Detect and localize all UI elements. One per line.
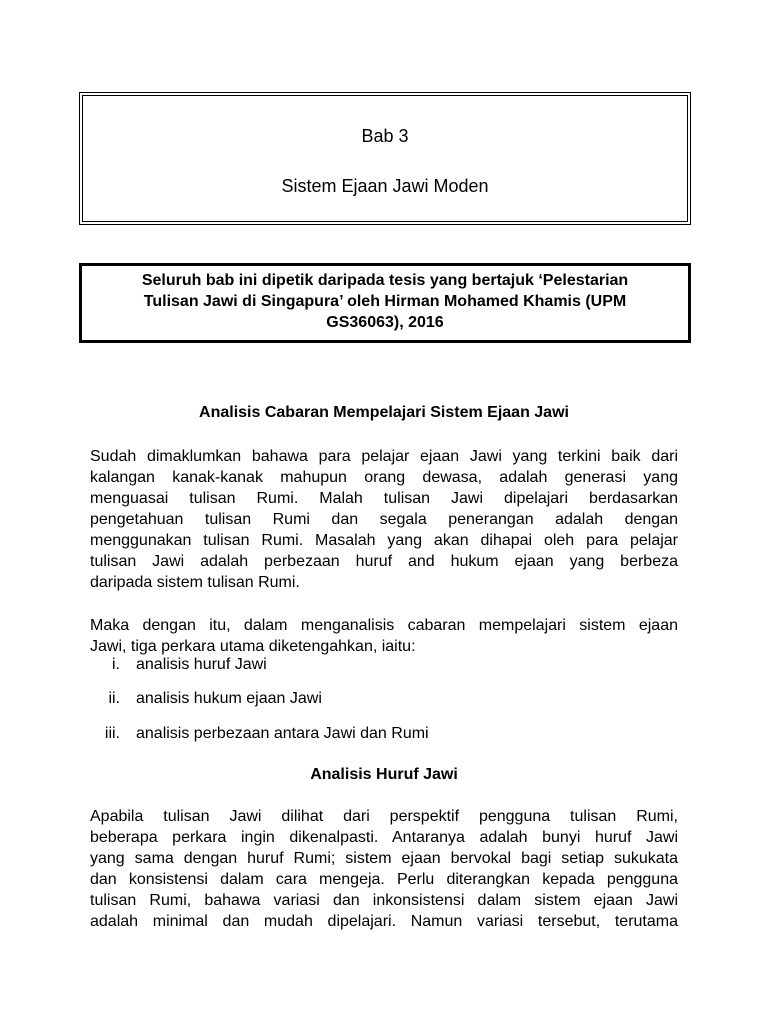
list-item-text: analisis huruf Jawi — [136, 656, 267, 673]
paragraph-intro — [90, 446, 678, 593]
paragraph-line: Maka dengan itu, dalam menganalisis cabaran mempelajari sistem ejaan — [90, 617, 678, 634]
source-note-line: Seluruh bab ini dipetik daripada tesis yang bertajuk ‘Pelestarian — [141, 272, 629, 289]
chapter-title-box — [79, 92, 691, 225]
paragraph-line: daripada sistem tulisan Rumi. — [90, 574, 300, 591]
paragraph-letters — [90, 806, 678, 932]
source-note-line: GS36063), 2016 — [326, 314, 444, 331]
section-heading-letters: Analisis Huruf Jawi — [310, 766, 458, 783]
paragraph-line: adalah minimal dan mudah dipelajari. Namun variasi tersebut, terutama — [90, 913, 678, 930]
paragraph-line: menggunakan tulisan Rumi. Masalah yang akan dihapai oleh para pelajar — [90, 532, 678, 549]
paragraph-line: tulisan Rumi, bahawa variasi dan inkonsistensi dalam sistem ejaan Jawi — [90, 892, 678, 909]
chapter-title: Sistem Ejaan Jawi Moden — [281, 176, 489, 196]
list-item-number: ii. — [108, 690, 120, 707]
paragraph-line: tulisan Jawi adalah perbezaan huruf and hukum ejaan yang berbeza — [90, 553, 678, 570]
list-item-number: iii. — [104, 725, 120, 742]
source-note-line: Tulisan Jawi di Singapura’ oleh Hirman Mohamed Khamis (UPM — [143, 293, 627, 310]
paragraph-line: Apabila tulisan Jawi dilihat dari perspektif pengguna tulisan Rumi, — [90, 808, 678, 825]
chapter-number: Bab 3 — [361, 126, 409, 146]
paragraph-line: kalangan kanak-kanak mahupun orang dewasa, adalah generasi yang — [90, 469, 678, 486]
paragraph-line: yang sama dengan huruf Rumi; sistem ejaan bervokal bagi setiap sukukata — [90, 850, 678, 867]
paragraph-line: Jawi, tiga perkara utama diketengahkan, iaitu: — [90, 638, 416, 655]
paragraph-line: Sudah dimaklumkan bahawa para pelajar ejaan Jawi yang terkini baik dari — [90, 448, 678, 465]
paragraph-approach — [90, 615, 678, 657]
section-heading-challenges: Analisis Cabaran Mempelajari Sistem Ejaan Jawi — [199, 404, 569, 421]
list-item-text: analisis hukum ejaan Jawi — [136, 690, 322, 707]
paragraph-line: beberapa perkara ingin dikenalpasti. Antaranya adalah bunyi huruf Jawi — [90, 829, 678, 846]
paragraph-line: pengetahuan tulisan Rumi dan segala penerangan adalah dengan — [90, 511, 678, 528]
list-item-number: i. — [112, 656, 120, 673]
paragraph-line: menguasai tulisan Rumi. Malah tulisan Jawi dipelajari berdasarkan — [90, 490, 678, 507]
list-item-text: analisis perbezaan antara Jawi dan Rumi — [136, 725, 429, 742]
paragraph-line: dan konsistensi dalam cara mengeja. Perlu diterangkan kepada pengguna — [90, 871, 678, 888]
source-note-box — [79, 263, 691, 343]
